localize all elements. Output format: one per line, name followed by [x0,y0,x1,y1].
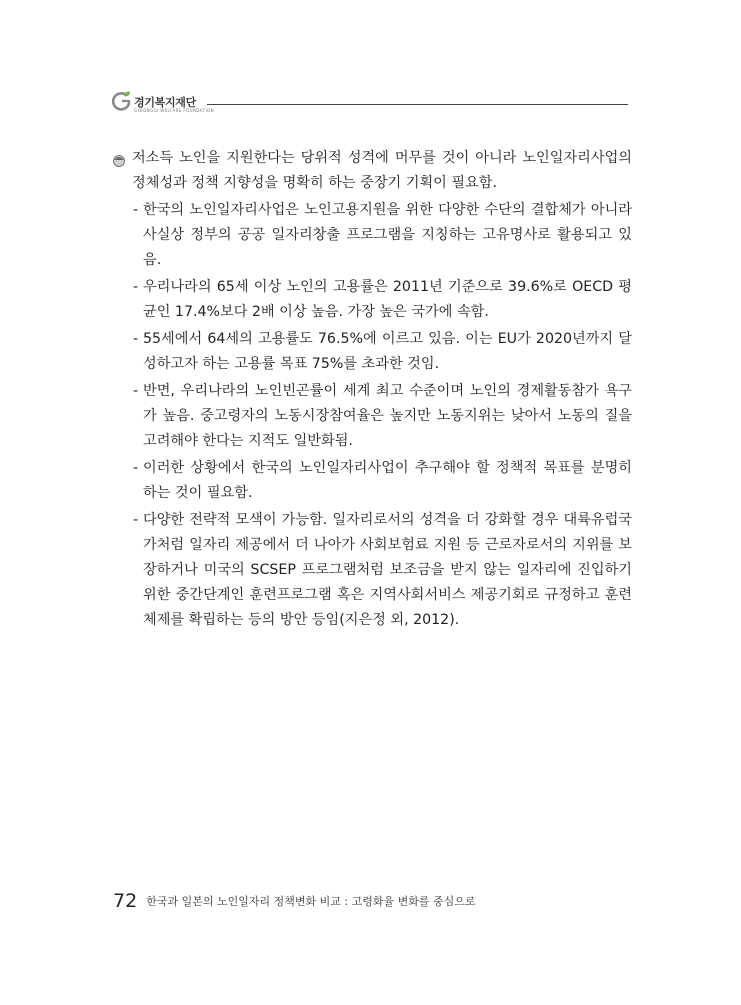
sub-item-list [112,198,632,633]
logo-icon [112,90,132,112]
org-subtitle: GYEONGGI WELFARE FOUNDATION [134,108,214,113]
dash-marker: - [133,202,139,218]
dash-marker: - [133,460,139,476]
list-item [112,275,632,325]
list-item [112,456,632,506]
list-item [112,198,632,273]
list-item [112,379,632,454]
list-item-text: 반면, 우리나라의 노인빈곤률이 세계 최고 수준이며 노인의 경제활동참가 욕구가 높음. 중고령자의 노동시장참여율은 높지만 노동지위는 낮아서 노동의 질을 고려해야 한다는 지적도 일반화됨. [143,383,632,449]
list-item-text: 한국의 노인일자리사업은 노인고용지원을 위한 다양한 수단의 결합체가 아니라 사실상 정부의 공공 일자리창출 프로그램을 지칭하는 고유명사로 활용되고 있음. [143,202,632,268]
running-title: 한국과 일본의 노인일자리 정책변화 비교 : 고령화율 변화를 중심으로 [146,895,476,908]
dash-marker: - [133,512,139,528]
org-name: 경기복지재단 [134,96,196,109]
dash-marker: - [133,279,139,295]
dash-marker: - [133,331,139,347]
body-content [112,146,632,635]
list-item-text: 다양한 전략적 모색이 가능함. 일자리로서의 성격을 더 강화할 경우 대륙유럽국가처럼 일자리 제공에서 더 나아가 사회보험료 지원 등 근로자로서의 지위를 보장하거나 미국의 SCSEP 프로그램처럼 보조금을 받지 않는 일자리에 진입하기 위한 중간단계인 훈련프로그램 혹은 지역사회서비스 제공기회로 규정하고 훈련체제를 확립하는 등의 방안 등임(지은정 외, 2012). [143,512,632,628]
header-rule [207,104,628,105]
bullet-icon [112,152,126,166]
lead-text: 저소득 노인을 지원한다는 당위적 성격에 머무를 것이 아니라 노인일자리사업의 정체성과 정책 지향성을 명확히 하는 중장기 기획이 필요함. [132,150,632,191]
list-item-text: 55세에서 64세의 고용률도 76.5%에 이르고 있음. 이는 EU가 2020년까지 달성하고자 하는 고용률 목표 75%를 초과한 것임. [143,331,632,372]
list-item-text: 이러한 상황에서 한국의 노인일자리사업이 추구해야 할 정책적 목표를 분명히 하는 것이 필요함. [143,460,632,501]
list-item [112,508,632,633]
page-number: 72 [113,890,138,912]
list-item-text: 우리나라의 65세 이상 노인의 고용률은 2011년 기준으로 39.6%로 OECD 평균인 17.4%보다 2배 이상 높음. 가장 높은 국가에 속함. [143,279,632,320]
page-footer [113,890,476,912]
running-header [112,90,628,120]
dash-marker: - [133,383,139,399]
list-item [112,327,632,377]
lead-paragraph [112,146,632,196]
